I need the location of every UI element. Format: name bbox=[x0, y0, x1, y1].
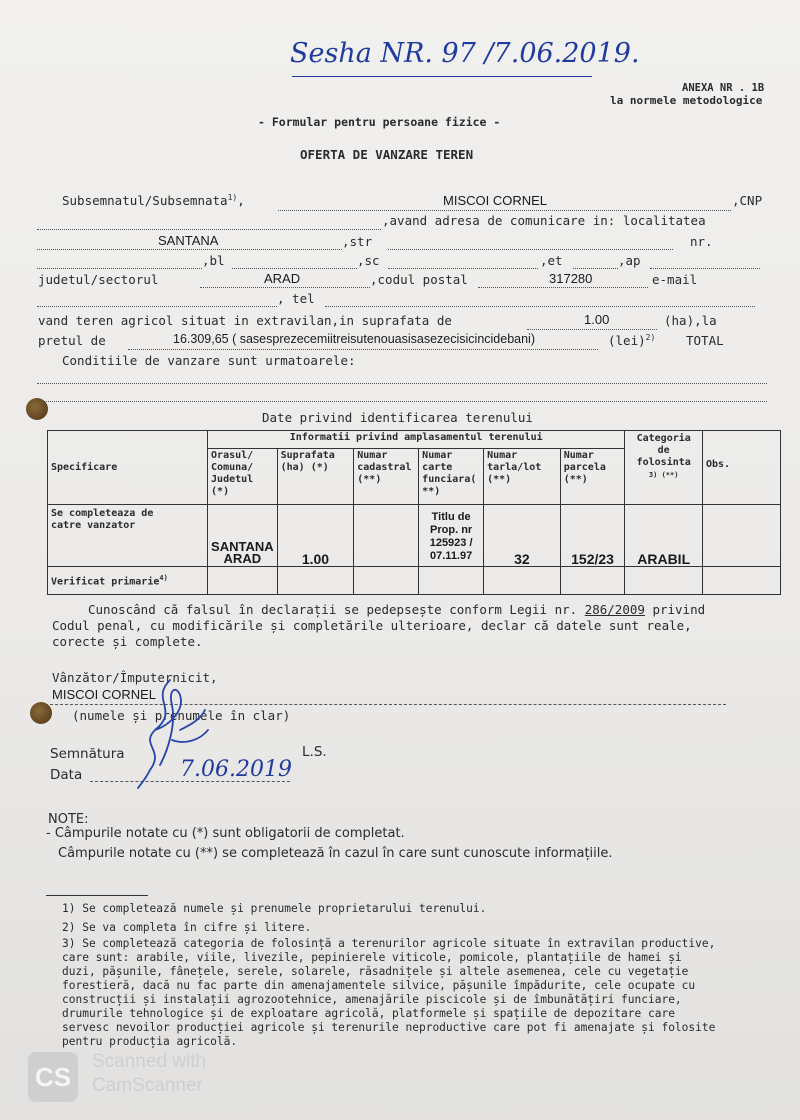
seller-name: MISCOI CORNEL bbox=[443, 193, 548, 208]
primarie-cell-obs bbox=[703, 567, 781, 595]
email-line bbox=[37, 306, 277, 307]
sc-line bbox=[388, 268, 538, 269]
name-line bbox=[278, 210, 731, 211]
data-label: Data bbox=[50, 767, 83, 783]
primarie-cell-parcela bbox=[560, 567, 625, 595]
signature-scribble bbox=[110, 670, 220, 790]
ls-label: L.S. bbox=[302, 744, 327, 760]
parcela-header: Numar parcela (**) bbox=[560, 449, 625, 505]
cell-parcela: 152/23 bbox=[560, 505, 625, 567]
row-vanzator-label: Se completeaza de catre vanzator bbox=[48, 505, 208, 567]
cnp-line bbox=[37, 229, 381, 230]
conditions-line-2 bbox=[37, 401, 767, 402]
primarie-cell-suprafata bbox=[277, 567, 354, 595]
ap-label: ,ap bbox=[618, 253, 641, 268]
footnote-separator bbox=[46, 895, 148, 896]
area-line bbox=[527, 329, 657, 330]
postal-value: 317280 bbox=[549, 271, 593, 286]
judet-value: ARAD bbox=[264, 271, 301, 286]
oras-header: Orasul/ Comuna/ Judetul (*) bbox=[208, 449, 278, 505]
note-required: - Câmpurile notate cu (*) sunt obligatorii de completat. bbox=[46, 826, 405, 841]
conditions-label: Conditiile de vanzare sunt urmatoarele: bbox=[62, 353, 356, 368]
locality-line bbox=[37, 249, 342, 250]
sc-label: ,sc bbox=[357, 253, 380, 268]
handwritten-registration: Sesha NR. 97 /7.06.2019. bbox=[290, 38, 640, 69]
cnp-label: ,CNP bbox=[732, 193, 763, 208]
bl-line bbox=[232, 268, 357, 269]
declaration-line2: Codul penal, cu modificările și completările ulterioare, declar că datele sunt reale, bbox=[52, 618, 692, 633]
annex-label: ANEXA NR . 1B bbox=[682, 82, 765, 94]
tel-label: , tel bbox=[277, 291, 315, 306]
cell-cadastral bbox=[354, 505, 419, 567]
specificare-header: Specificare bbox=[48, 431, 208, 505]
et-label: ,et bbox=[540, 253, 563, 268]
tarla-header: Numar tarla/lot (**) bbox=[484, 449, 561, 505]
categoria-header: Categoria de folosinta 3) (**) bbox=[625, 431, 703, 505]
cell-tarla: 32 bbox=[484, 505, 561, 567]
camscanner-logo-icon: CS bbox=[28, 1052, 78, 1102]
camscanner-watermark: Scanned with CamScanner bbox=[92, 1051, 207, 1096]
name-hint: (numele și prenumele în clar) bbox=[72, 708, 291, 723]
judet-label: judetul/sectorul bbox=[38, 272, 159, 287]
page-title: OFERTA DE VANZARE TEREN bbox=[300, 147, 474, 162]
form-type: - Formular pentru persoane fizice - bbox=[258, 115, 501, 129]
semnatura-label: Semnătura bbox=[50, 746, 125, 762]
table-caption: Date privind identificarea terenului bbox=[262, 410, 533, 425]
annex-normele: la normele metodologice bbox=[610, 94, 763, 107]
ha-label: (ha),la bbox=[664, 313, 717, 328]
cadastral-header: Numar cadastral (**) bbox=[354, 449, 419, 505]
price-value: 16.309,65 ( sasesprezecemiitreisutenouasisasezecisicincidebani) bbox=[173, 332, 535, 346]
primarie-cell-carte bbox=[419, 567, 484, 595]
footnote-2: 2) Se va completa în cifre și litere. bbox=[62, 921, 312, 934]
footnote-1: 1) Se completează numele și prenumele proprietarului terenului. bbox=[62, 902, 487, 915]
punch-hole-bottom bbox=[30, 702, 52, 724]
cell-oras: SANTANA ARAD bbox=[208, 505, 278, 567]
primarie-cell-tarla bbox=[484, 567, 561, 595]
declaration-line3: corecte și complete. bbox=[52, 634, 203, 649]
price-label: pretul de bbox=[38, 333, 106, 348]
conditions-line-1 bbox=[37, 383, 767, 384]
str-label: ,str bbox=[342, 234, 373, 249]
handwritten-date: 7.06.2019 bbox=[180, 757, 292, 782]
address-label: ,avand adresa de comunicare in: localitatea bbox=[382, 213, 706, 228]
amplasament-header: Informatii privind amplasamentul terenului bbox=[208, 431, 625, 449]
street-line bbox=[388, 249, 673, 250]
note-optional: Câmpurile notate cu (**) se completează în cazul în care sunt cunoscute informațiile. bbox=[58, 846, 613, 861]
cell-obs bbox=[703, 505, 781, 567]
area-value: 1.00 bbox=[584, 312, 610, 327]
notes-header: NOTE: bbox=[48, 812, 89, 827]
lei-label: (lei)$^{2)}$ bbox=[608, 333, 656, 349]
primarie-cell-cadastral bbox=[354, 567, 419, 595]
nr-line bbox=[37, 268, 202, 269]
postal-label: ,codul postal bbox=[370, 272, 468, 287]
postal-line bbox=[478, 287, 648, 288]
tel-line bbox=[325, 306, 755, 307]
primarie-cell-oras bbox=[208, 567, 278, 595]
handwritten-underline bbox=[292, 76, 592, 77]
sale-label: vand teren agricol situat in extravilan,in suprafata de bbox=[38, 313, 452, 328]
email-label: e-mail bbox=[652, 272, 698, 287]
table-row bbox=[48, 505, 781, 567]
table-row bbox=[48, 567, 781, 595]
punch-hole-top bbox=[26, 398, 48, 420]
vanzator-label: Vânzător/Împuternicit, bbox=[52, 670, 218, 685]
declaration-line1: Cunoscând că falsul în declarații se pedepsește conform Legii nr. 286/2009 privind bbox=[88, 602, 706, 617]
carte-funciara-header: Numar carte funciara( **) bbox=[419, 449, 484, 505]
et-line bbox=[573, 268, 618, 269]
subsemnatul-label: Subsemnatul/Subsemnata$^{1)}$, bbox=[62, 193, 245, 209]
judet-line bbox=[200, 287, 370, 288]
locality-value: SANTANA bbox=[158, 233, 219, 248]
cell-suprafata: 1.00 bbox=[277, 505, 354, 567]
total-label: TOTAL bbox=[686, 333, 724, 348]
cell-categoria: ARABIL bbox=[625, 505, 703, 567]
land-identification-table bbox=[47, 430, 781, 595]
footnote-3: 3) Se completează categoria de folosință a terenurilor agricole situate în extravilan productive, care sunt: arabile, viile, livezile, pepinierele viticole, pomicole, plantațiile de hamei și duzi, pășunile, fânețele, serele, solarele, răsadnițele și altele asemenea, cele cu vegetație forestieră, dacă nu fac parte din amenajamentele silvice, pășunile împădurite, cele ocupate cu construcții și instalații agrozootehnice, amenajările piscicole și de îmbunătățiri funciare, drumurile tehnologice și de exploatare agricolă, platformele și spațiile de depozitare care servesc nevoilor producției agricole și terenurile neproductive care pot fi amenajate și folosite pentru producția agricolă. bbox=[62, 937, 716, 1048]
cell-carte-funciara: Titlu de Prop. nr 125923 / 07.11.97 bbox=[419, 505, 484, 567]
vanzator-name: MISCOI CORNEL bbox=[52, 687, 157, 702]
ap-line bbox=[650, 268, 760, 269]
price-line bbox=[128, 349, 598, 350]
primarie-cell-categoria bbox=[625, 567, 703, 595]
bl-label: ,bl bbox=[202, 253, 225, 268]
nr-label: nr. bbox=[690, 234, 713, 249]
suprafata-header: Suprafata (ha) (*) bbox=[277, 449, 354, 505]
row-primarie-label: Verificat primarie$^{4)}$ bbox=[48, 567, 208, 595]
obs-header: Obs. bbox=[703, 431, 781, 505]
